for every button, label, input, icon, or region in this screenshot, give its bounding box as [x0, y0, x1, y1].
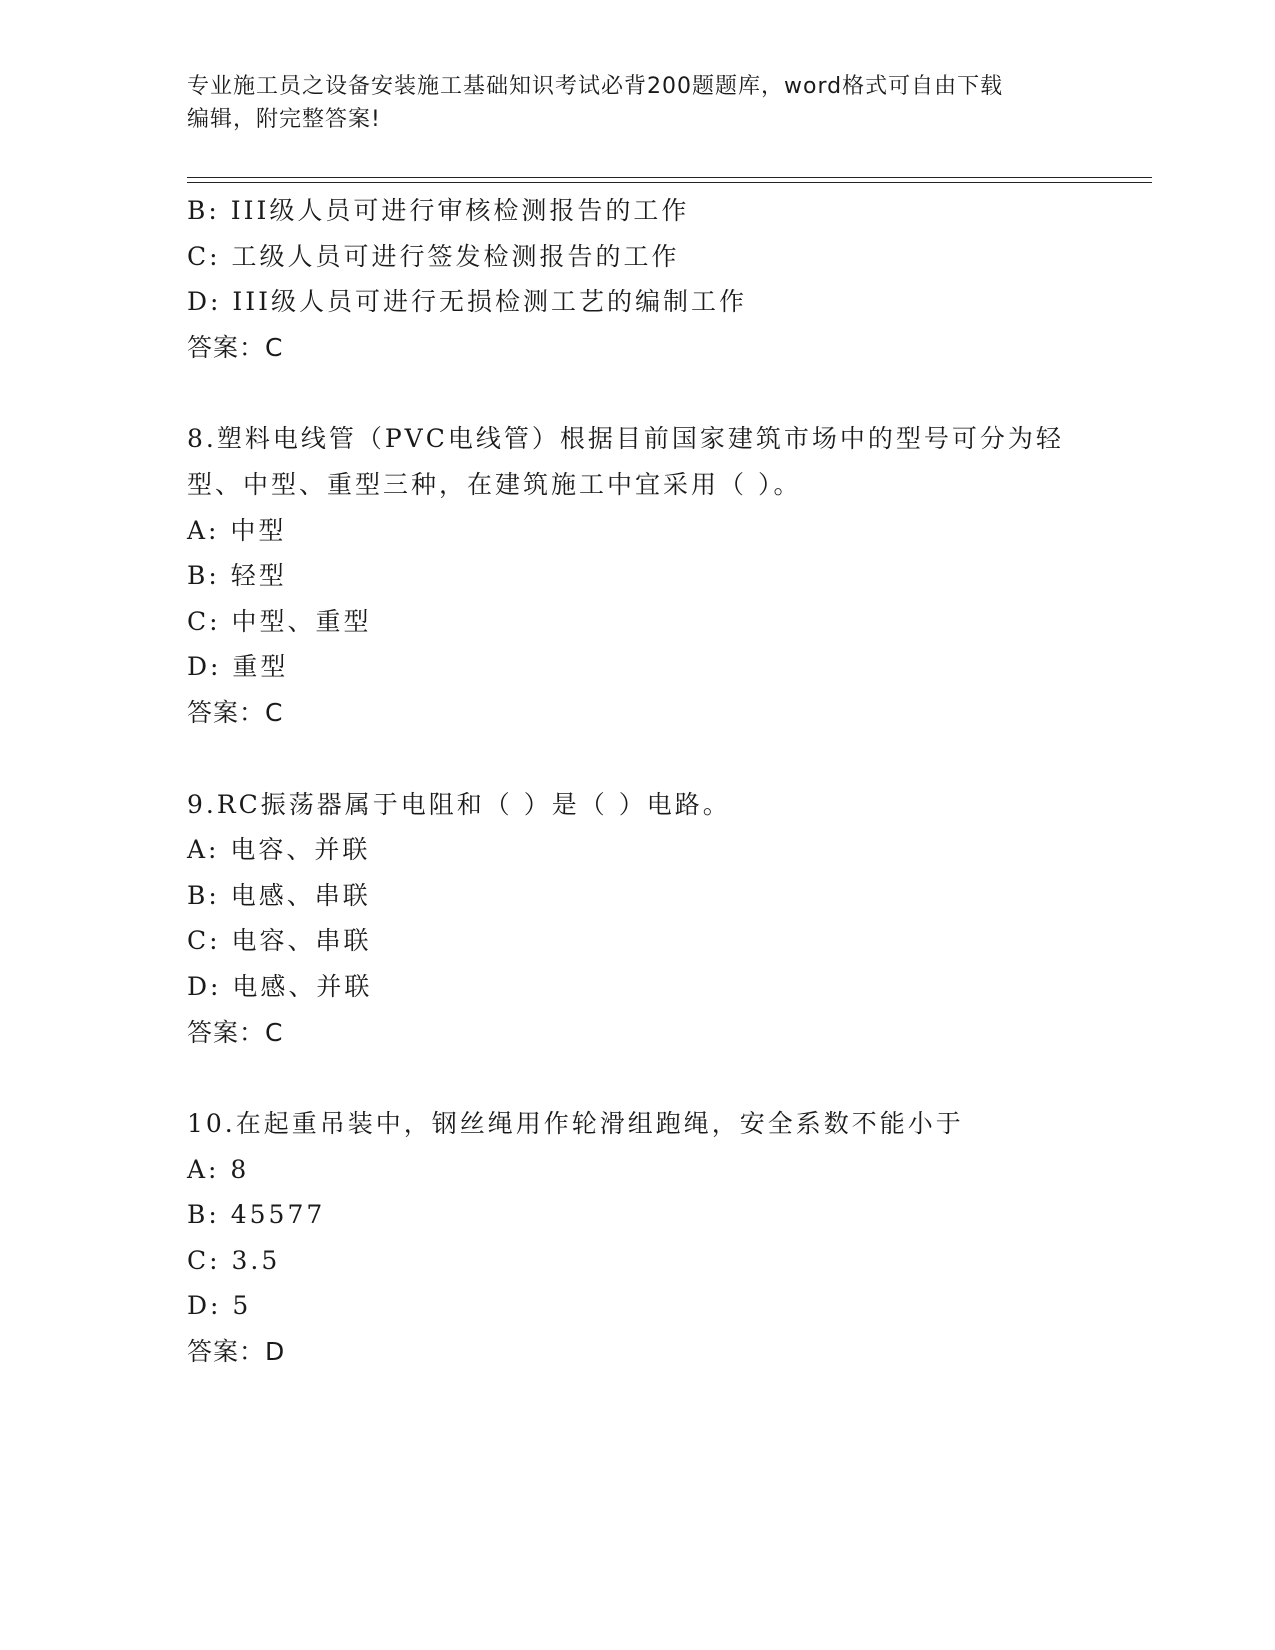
- spacer: [187, 736, 1087, 782]
- option-a: A: 中型: [187, 515, 287, 545]
- option-d: D: 重型: [187, 652, 289, 682]
- question-8: [187, 416, 1087, 735]
- header-title-line-1: 专业施工员之设备安装施工基础知识考试必背200题题库，word格式可自由下载: [187, 74, 1004, 99]
- option-d: D: III级人员可进行无损检测工艺的编制工作: [187, 287, 748, 317]
- header-title-line-2: 编辑，附完整答案!: [187, 107, 381, 132]
- page-header: [187, 70, 1067, 136]
- option-b: B: 电感、串联: [187, 880, 371, 910]
- question-10: [187, 1101, 1087, 1375]
- answer: 答案：C: [187, 697, 284, 727]
- answer: 答案：D: [187, 1337, 286, 1367]
- option-b: B: 轻型: [187, 561, 287, 591]
- spacer: [187, 370, 1087, 416]
- question-content: [187, 188, 1087, 1375]
- option-b: B: III级人员可进行审核检测报告的工作: [187, 196, 690, 225]
- option-a: A: 电容、并联: [187, 835, 371, 865]
- question-text-line-1: 8.塑料电线管（PVC电线管）根据目前国家建筑市场中的型号可分为轻: [187, 424, 1064, 454]
- option-d: D: 5: [187, 1291, 252, 1321]
- answer: 答案：C: [187, 332, 284, 362]
- option-c: C: 中型、重型: [187, 606, 372, 636]
- option-d: D: 电感、并联: [187, 971, 373, 1001]
- header-divider-bottom: [187, 182, 1152, 183]
- question-7-continuation: [187, 188, 1087, 370]
- question-text-line-1: 9.RC振荡器属于电阻和（ ）是（ ）电路。: [187, 789, 731, 819]
- header-divider-top: [187, 177, 1152, 178]
- question-text-line-2: 型、中型、重型三种，在建筑施工中宜采用（ ）。: [187, 469, 802, 499]
- spacer: [187, 1055, 1087, 1101]
- option-a: A: 8: [187, 1154, 250, 1184]
- option-c: C: 3.5: [187, 1245, 281, 1275]
- option-c: C: 电容、串联: [187, 926, 372, 956]
- answer: 答案：C: [187, 1017, 284, 1047]
- question-9: [187, 782, 1087, 1056]
- option-b: B: 45577: [187, 1200, 326, 1230]
- question-text-line-1: 10.在起重吊装中，钢丝绳用作轮滑组跑绳，安全系数不能小于: [187, 1109, 964, 1139]
- option-c: C: 工级人员可进行签发检测报告的工作: [187, 241, 680, 271]
